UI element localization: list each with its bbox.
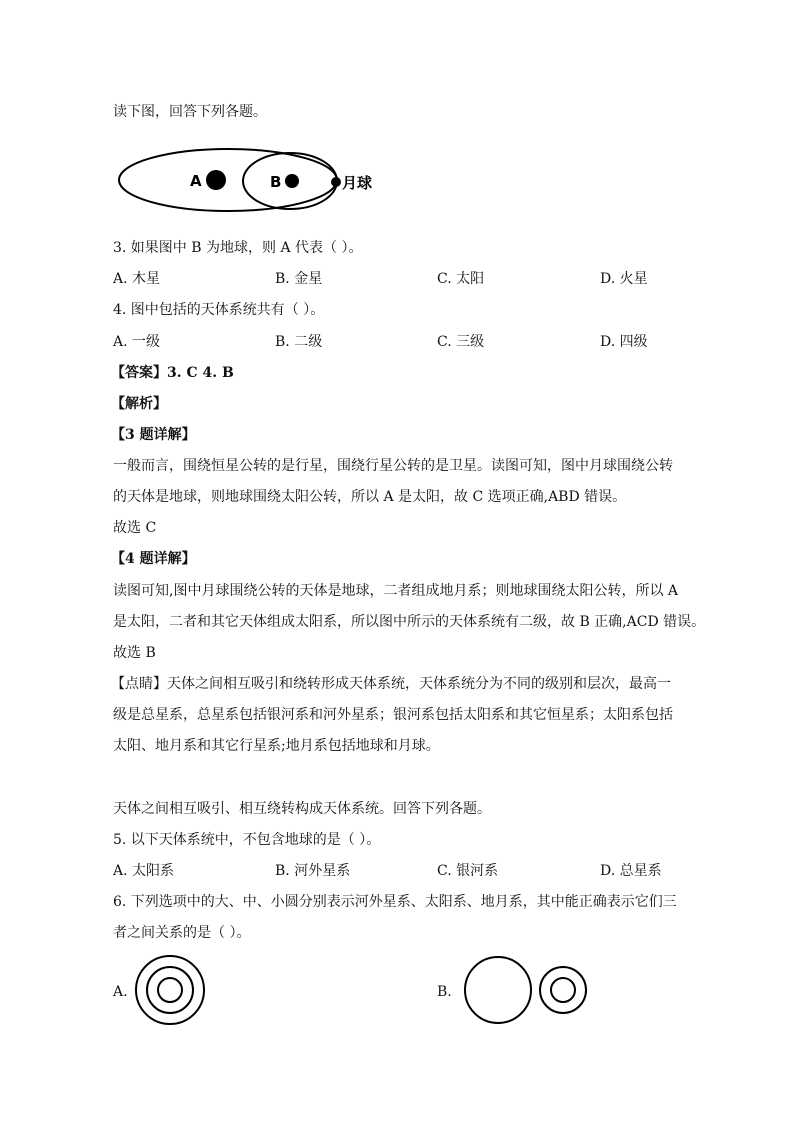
label-a: A bbox=[190, 172, 202, 190]
q5-option-a: A. 太阳系 bbox=[113, 863, 175, 879]
q4-option-c: C. 三级 bbox=[437, 334, 485, 350]
intro-text: 读下图，回答下列各题。 bbox=[113, 104, 267, 120]
tip-line: 级是总星系，总星系包括银河系和河外星系；银河系包括太阳系和其它恒星系；太阳系包括 bbox=[113, 707, 673, 723]
q3-conclusion: 故选 C bbox=[113, 520, 157, 536]
analysis-header: 【解析】 bbox=[111, 396, 167, 412]
q3-stem: 3. 如果图中 B 为地球，则 A 代表（ ）。 bbox=[113, 240, 363, 256]
q6-option-b-label: B. bbox=[437, 984, 452, 1000]
label-moon: 月球 bbox=[342, 174, 373, 192]
q4-option-b: B. 二级 bbox=[275, 334, 323, 350]
intro-text-2: 天体之间相互吸引、相互绕转构成天体系统。回答下列各题。 bbox=[113, 801, 491, 817]
q6-stem: 6. 下列选项中的大、中、小圆分别表示河外星系、太阳系、地月系，其中能正确表示它们三 bbox=[113, 894, 677, 910]
q3-detail-line: 的天体是地球，则地球围绕太阳公转，所以 A 是太阳，故 C 选项正确,ABD 错误。 bbox=[113, 489, 627, 505]
q3-option-d: D. 火星 bbox=[600, 271, 648, 287]
q4-conclusion: 故选 B bbox=[113, 645, 156, 661]
sun-dot bbox=[206, 170, 226, 190]
large-circle bbox=[465, 957, 531, 1023]
q4-detail-line: 是太阳，二者和其它天体组成太阳系，所以图中所示的天体系统有二级，故 B 正确,ACD 错误。 bbox=[113, 614, 706, 630]
tip-line: 【点睛】天体之间相互吸引和绕转形成天体系统，天体系统分为不同的级别和层次，最高一 bbox=[111, 676, 671, 692]
q4-stem: 4. 图中包括的天体系统共有（ ）。 bbox=[113, 302, 325, 318]
q6-option-a-label: A. bbox=[113, 984, 128, 1000]
q3-detail-line: 一般而言，围绕恒星公转的是行星，围绕行星公转的是卫星。读图可知，图中月球围绕公转 bbox=[113, 458, 673, 474]
q4-detail-line: 读图可知,图中月球围绕公转的天体是地球，二者组成地月系；则地球围绕太阳公转，所以 A bbox=[113, 583, 679, 599]
label-b: B bbox=[270, 173, 282, 191]
q6-option-b-diagram bbox=[462, 955, 592, 1031]
tip-line: 太阳、地月系和其它行星系;地月系包括地球和月球。 bbox=[113, 738, 440, 754]
q6-stem: 者之间关系的是（ ）。 bbox=[113, 925, 251, 941]
q4-option-a: A. 一级 bbox=[113, 334, 161, 350]
q3-option-b: B. 金星 bbox=[275, 271, 323, 287]
q6-option-a-diagram bbox=[134, 955, 210, 1031]
q3-detail-header: 【3 题详解】 bbox=[111, 427, 196, 443]
q3-option-c: C. 太阳 bbox=[437, 271, 485, 287]
answer-line: 【答案】3. C 4. B bbox=[111, 365, 234, 381]
earth-dot bbox=[285, 174, 299, 188]
small-circle bbox=[158, 978, 182, 1002]
q5-option-d: D. 总星系 bbox=[600, 863, 662, 879]
orbit-diagram bbox=[110, 140, 390, 220]
q5-option-b: B. 河外星系 bbox=[275, 863, 351, 879]
small-circle bbox=[551, 978, 575, 1002]
medium-circle bbox=[540, 967, 586, 1013]
q4-option-d: D. 四级 bbox=[600, 334, 648, 350]
q4-detail-header: 【4 题详解】 bbox=[111, 551, 196, 567]
medium-circle bbox=[147, 967, 193, 1013]
q5-option-c: C. 银河系 bbox=[437, 863, 499, 879]
moon-dot bbox=[331, 177, 341, 187]
q5-stem: 5. 以下天体系统中，不包含地球的是（ ）。 bbox=[113, 832, 381, 848]
q3-option-a: A. 木星 bbox=[113, 271, 161, 287]
earth-orbit bbox=[119, 149, 337, 211]
